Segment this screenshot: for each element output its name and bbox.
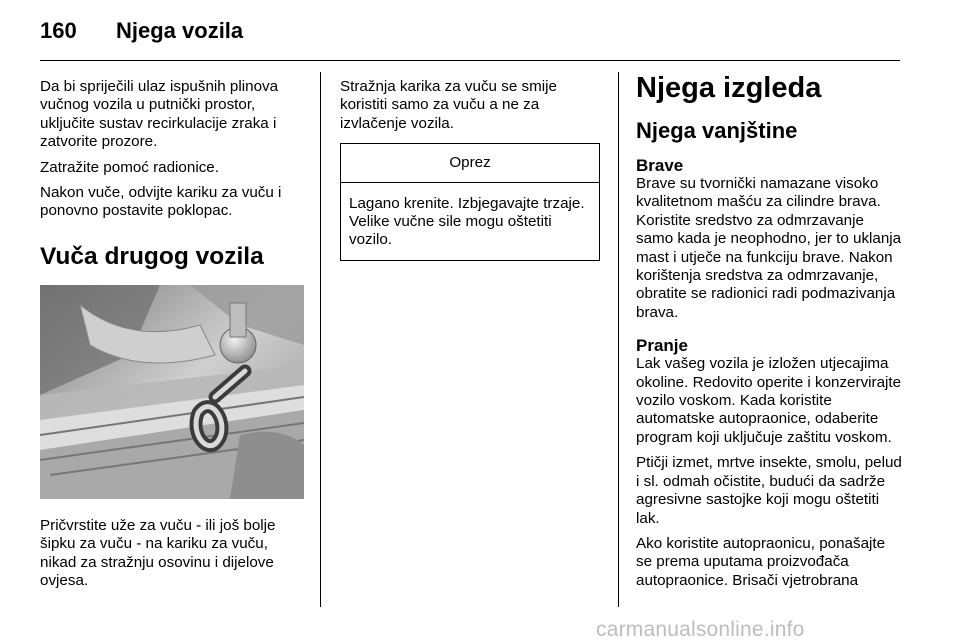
- column-middle: [340, 78, 602, 261]
- section-heading: Vuča drugog vozila: [40, 242, 264, 270]
- column-divider: [320, 72, 321, 607]
- paragraph: Brave su tvornički namazane visoko kvalitetnom mašću za cilindre brava. Koristite sredstvo za odmrzavanje samo kada je neophodno, jer to uklanja mast i utječe na funkciju brave. Nakon korištenja sredstva za odmrzavanje, obratite se radionici radi podmazivanja brava.: [636, 175, 902, 321]
- chapter-title: Njega vozila: [116, 18, 244, 43]
- paragraph: Lak vašeg vozila je izložen utjecajima okoline. Redovito operite i konzervirajte vozilo voskom. Kada koristite automatske autopraonice, odaberite program koji uključuje zaštitu voskom.: [636, 355, 902, 446]
- paragraph: Nakon vuče, odvijte kariku za vuču i ponovno postavite poklopac.: [40, 184, 282, 220]
- paragraph: Da bi spriječili ulaz ispušnih plinova vučnog vozila u putnički prostor, uključite sustav recirkulacije zraka i zatvorite prozore.: [40, 78, 279, 151]
- sub-heading: Njega vanjštine: [636, 118, 798, 143]
- watermark: carmanualsonline.info: [596, 618, 805, 641]
- tow-eye-illustration: [40, 285, 304, 499]
- paragraph: Pričvrstite uže za vuču - ili još bolje šipku za vuču - na kariku za vuču, nikad za stražnju osovinu i dijelove ovjesa.: [40, 516, 276, 590]
- locks-heading: Brave: [636, 156, 684, 175]
- main-heading: Njega izgleda: [636, 72, 822, 104]
- paragraph: Zatražite pomoć radionice.: [40, 158, 219, 176]
- column-divider: [618, 72, 619, 607]
- paragraph: Ako koristite autopraonicu, ponašajte se prema uputama proizvođača autopraonice. Brisači vjetrobrana: [636, 534, 886, 589]
- caution-box: [340, 143, 600, 261]
- paragraph: Ptičji izmet, mrtve insekte, smolu, pelud i sl. odmah očistite, budući da sadrže agresivne sastojke koji mogu oštetiti lak.: [636, 454, 902, 527]
- column-right: [636, 72, 904, 597]
- column-left: [40, 78, 304, 597]
- page-number: 160: [40, 18, 77, 43]
- header-rule: [40, 60, 900, 61]
- washing-heading: Pranje: [636, 336, 688, 356]
- page-header: [40, 18, 243, 48]
- caution-title: Oprez: [341, 144, 599, 182]
- caution-text: Lagano krenite. Izbjegavajte trzaje. Velike vučne sile mogu oštetiti vozilo.: [349, 194, 585, 249]
- paragraph: Stražnja karika za vuču se smije koristiti samo za vuču a ne za izvlačenje vozila.: [340, 78, 557, 132]
